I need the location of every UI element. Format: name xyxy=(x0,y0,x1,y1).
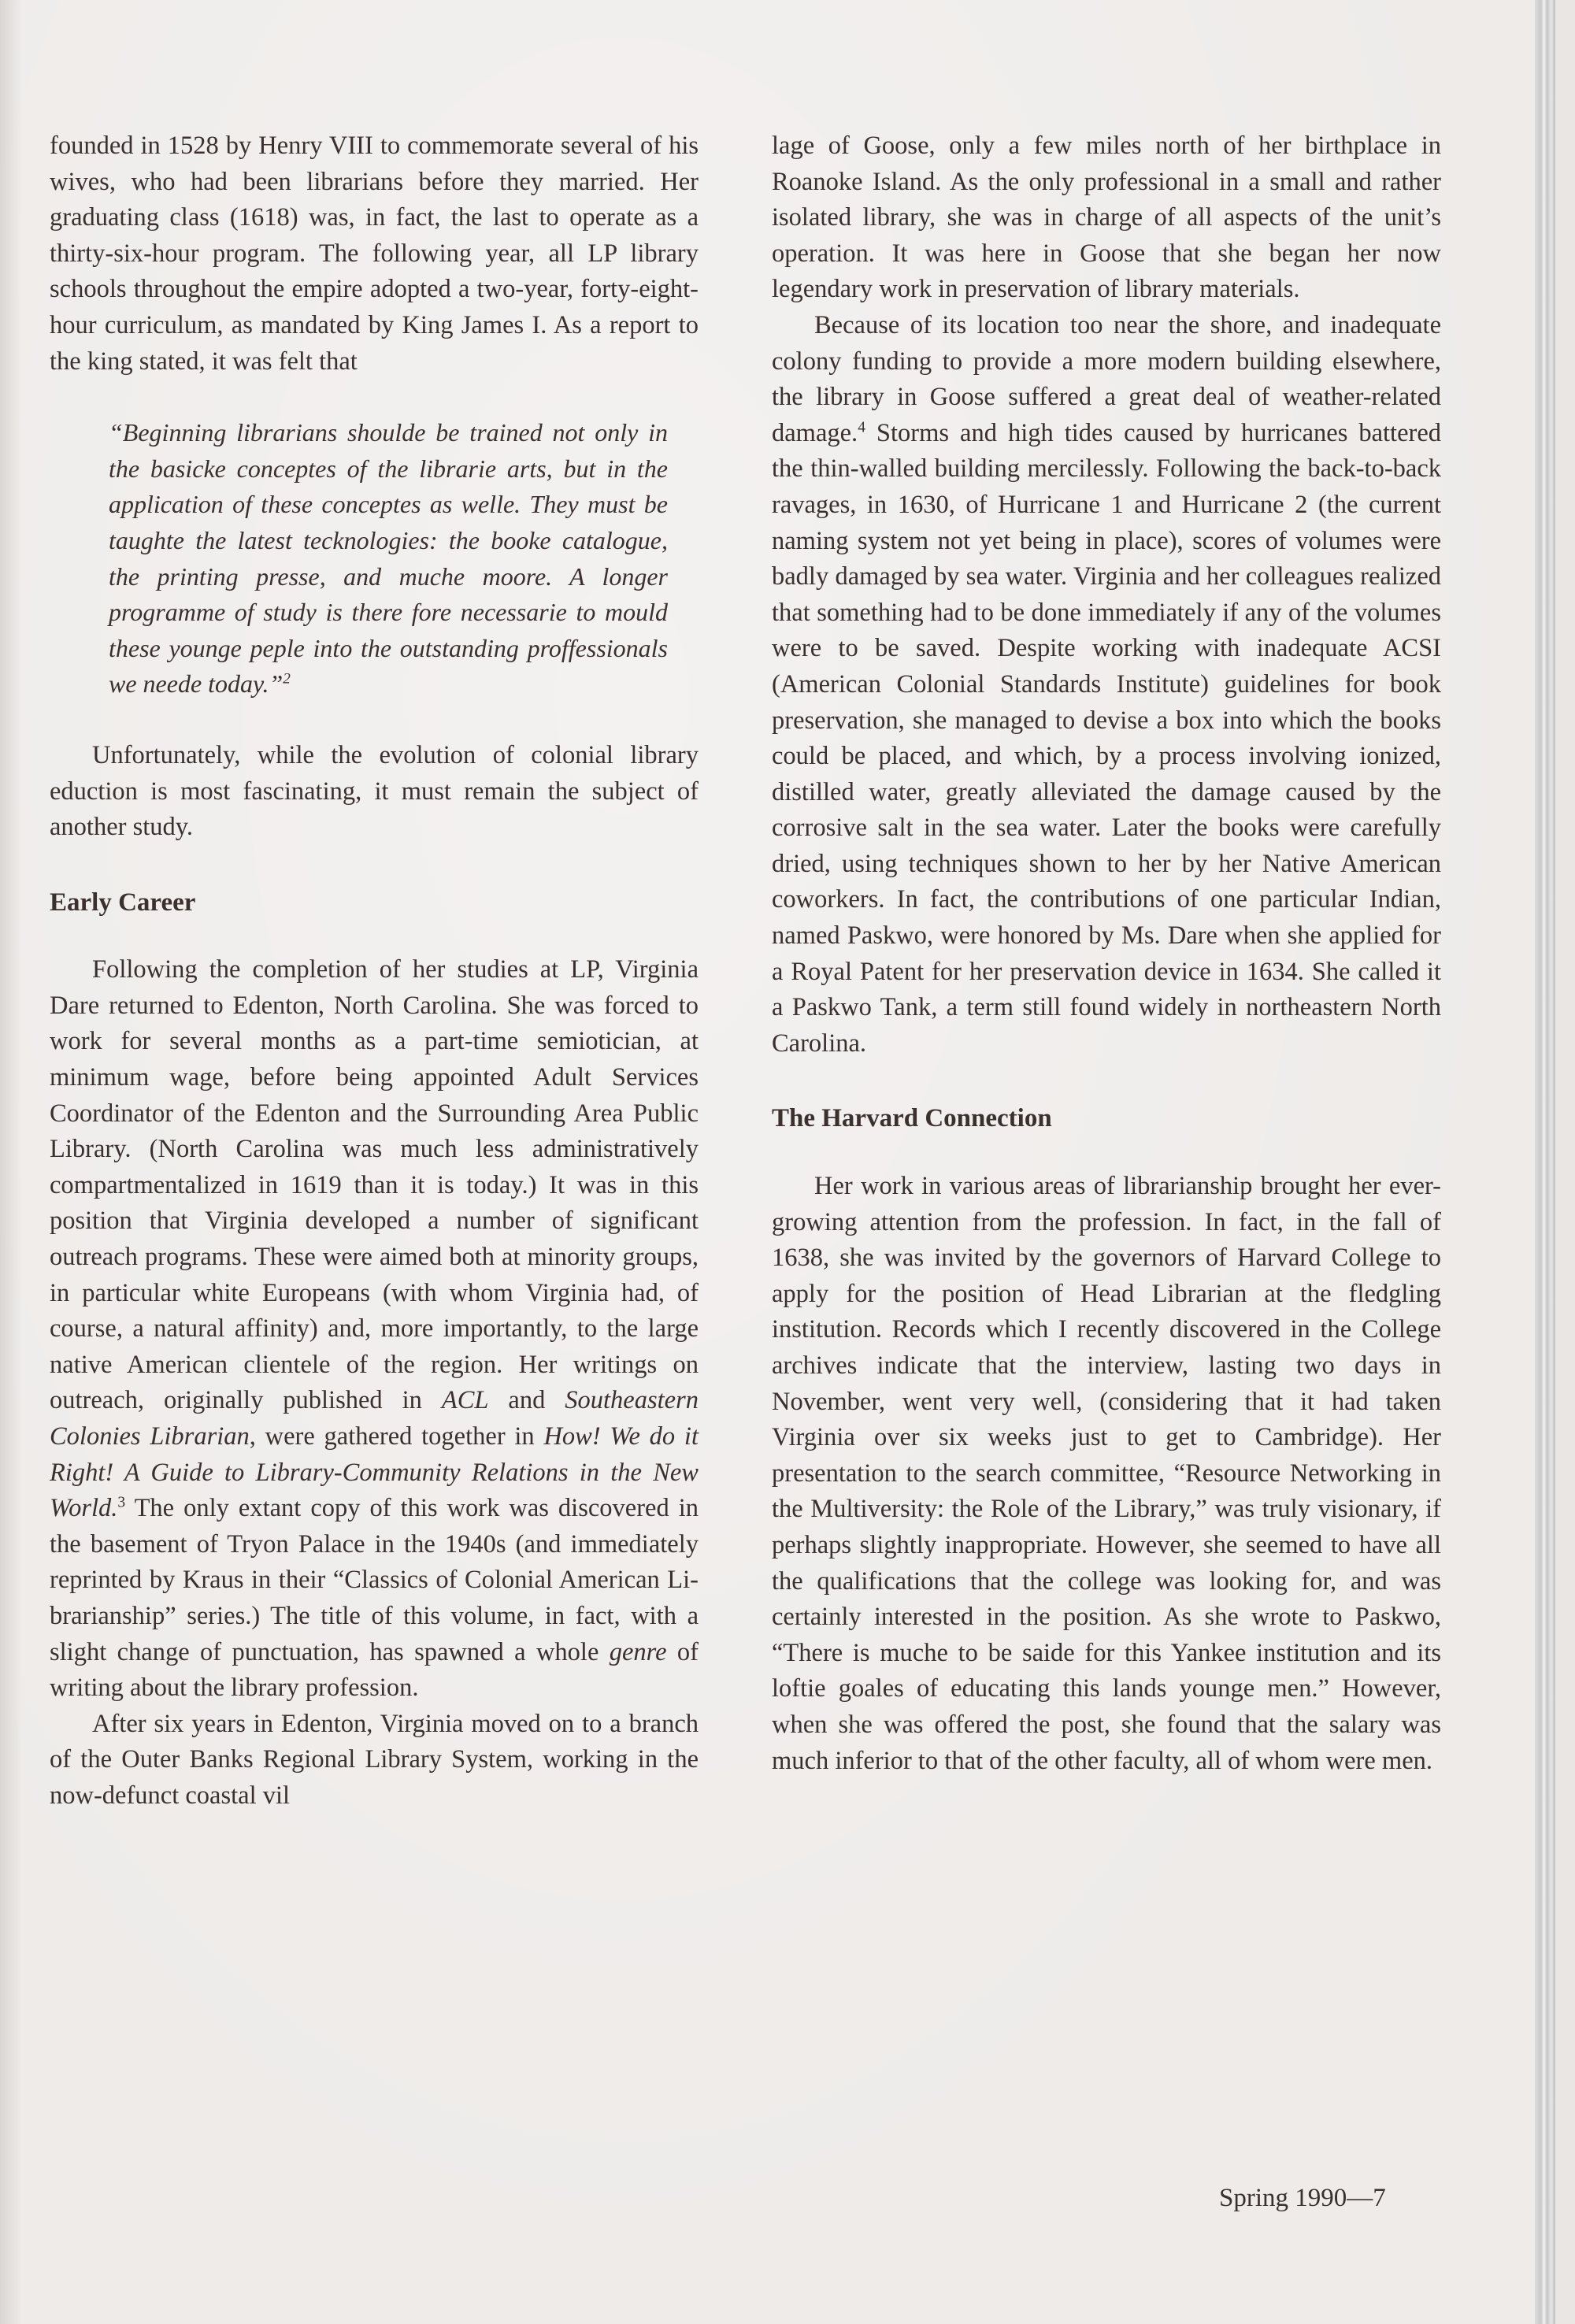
footnote-ref-4: 4 xyxy=(858,419,865,436)
genre-italic: genre xyxy=(609,1637,667,1666)
footnote-ref-3: 3 xyxy=(117,1494,126,1511)
paragraph-harvard: Her work in various areas of librarianship brought her ever-growing attention from the profession. In fact, in the fall of 1638, she was invited by the governors of Harvard College to apply for the position of Head Librarian at the fledgling institution. Records which I recently discovered in the College archives indicate that the interview, lasting two days in November, went very well, (considering that it had taken Virginia over six weeks just to get to Cambridge). Her presentation to the search committee, “Resource Networking in the Multiversity: the Role of the Library,” was truly visionary, if perhaps slightly inappropriate. However, she seemed to have all the qualifications that the college was looking for, and was certainly interested in the position. As she wrote to Paskwo, “There is muche to be saide for this Yankee institution and its loftie goales of educating this lands younge men.” However, when she was offered the post, she found that the salary was much inferior to that of the other faculty, all of whom were men. xyxy=(772,1172,1441,1775)
paragraph-unfortunately: Unfortunately, while the evolution of colonial library eduction is most fascinating, it must remain the subject of another study. xyxy=(50,740,699,842)
page-edge xyxy=(1535,0,1555,2324)
footnote-ref-2: 2 xyxy=(283,670,291,688)
paragraph-preservation: Because of its location too near the shore, and inadequate colony funding to provide a more modern building elsewhere, the library in Goose suffered a great deal of weather-related damage.$^4$ Storms and high tides caused by hurricanes battered the thin-walled building mercilessly. Following the back-to-back ravages, in 1630, of Hurricane 1 and Hurricane 2 (the current naming system not yet being in place), scores of volumes were badly damaged by sea water. Virginia and her colleagues realized that something had to be done immediately if any of the volumes were to be saved. Despite working with inadequate ACSI (American Colonial Standards Institute) guidelines for book preservation, she managed to devise a box into which the books could be placed, and which, by a process involving ionized, distilled water, greatly alleviated the damage caused by the corrosive salt in the sea water. Later the books were carefully dried, using techniques shown to her by her Native American coworkers. In fact, the contributions of one particular Indian, named Paskwo, were honored by Ms. Dare when she applied for a Royal Patent for her preservation device in 1634. She called it a Paskwo Tank, a term still found widely in northeastern North Carolina. xyxy=(772,310,1441,1058)
publication-title-secl: Southeastern Colonies Librarian xyxy=(50,1386,699,1451)
left-column xyxy=(50,128,699,1814)
page-folio: Spring 1990—7 xyxy=(1219,2184,1386,2212)
heading-harvard-connection: The Harvard Connection xyxy=(772,1104,1052,1133)
paragraph-goose: lage of Goose, only a few miles north of her birthplace in Roanoke Island. As the only professional in a small and rather isolated library, she was in charge of all aspects of the unit’s operation. It was here in Goose that she began her now legendary work in preservation of library materials. xyxy=(772,132,1441,304)
right-column xyxy=(772,128,1441,1779)
book-title-how-we-do-it-right: How! We do it Right! A Guide to Library-Community Relations in the New World. xyxy=(50,1422,699,1523)
publication-title-acl: ACL xyxy=(441,1386,489,1415)
paragraph-after-six-years: After six years in Edenton, Virginia moved on to a branch of the Outer Banks Regional Library System, working in the now-defunct coastal vil xyxy=(50,1709,699,1810)
heading-early-career: Early Career xyxy=(50,888,196,917)
block-quote-report-to-king xyxy=(109,415,668,702)
binding-shadow xyxy=(0,0,22,2324)
paragraph-library-schools: founded in 1528 by Henry VIII to commemorate several of his wives, who had been librarians before they married. Her graduating class (1618) was, in fact, the last to operate as a thirty-six-hour program. The following year, all LP library schools throughout the empire adopted a two-year, forty-eight-hour curriculum, as mandated by King James I. As a report to the king stated, it was felt that xyxy=(50,132,699,376)
quote-text: “Beginning librarians shoulde be trained not only in the basicke conceptes of the librarie arts, but in the application of these conceptes as welle. They must be taughte the latest tecknologies: the booke catalogue, the printing presse, and muche moore. A longer programme of study is there fore necessarie to mould these younge peple into the outstanding proffessionals we neede today.” xyxy=(109,418,668,699)
paragraph-following-completion: Following the completion of her studies at LP, Virginia Dare returned to Edenton, North Carolina. She was forced to work for several months as a part-time semiotician, at minimum wage, before being appointed Adult Services Coordinator of the Edenton and the Surrounding Area Public Library. (North Carolina was much less administratively compartmentalized in 1619 than it is today.) It was in this position that Virginia developed a number of significant outreach programs. These were aimed both at minority groups, in particular white Europeans (with whom Virginia had, of course, a natural affinity) and, more importantly, to the large native American clientele of the region. Her writings on outreach, originally published in ACL and Southeastern Colonies Librarian, were gathered together in How! We do it Right! A Guide to Library-Community Relations in the New World.$^3$ The only extant copy of this work was discovered in the basement of Tryon Palace in the 1940s (and immediately reprinted by Kraus in their “Classics of Colonial American Librarianship” series.) The title of this volume, in fact, with a slight change of punctuation, has spawned a whole genre of writing about the library profession. xyxy=(50,955,699,1703)
